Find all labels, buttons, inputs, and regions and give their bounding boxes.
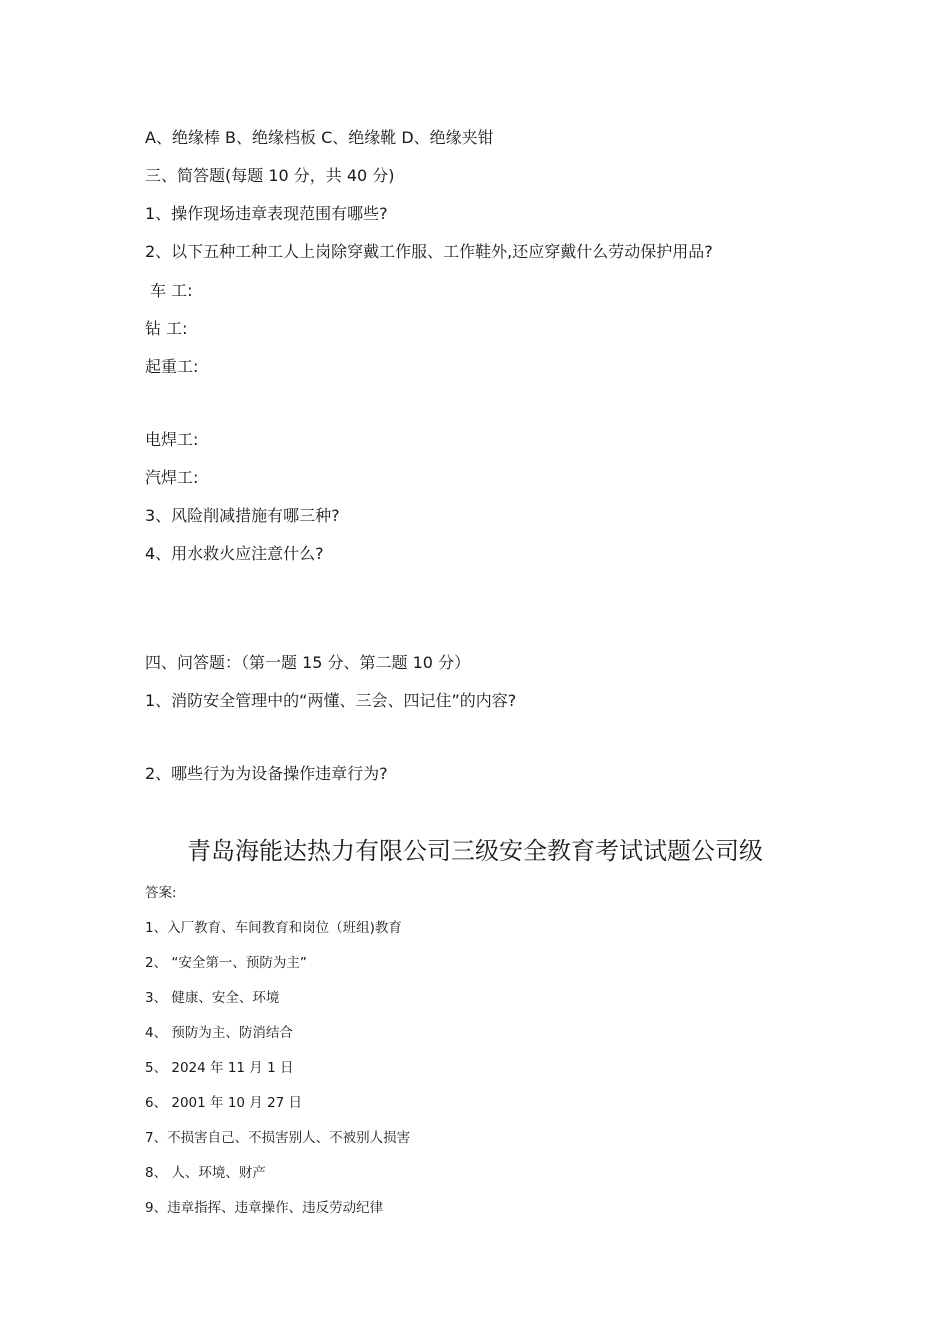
worker-drill: 钻 工: xyxy=(145,319,188,338)
answer-item: 7、不损害自己、不损害别人、不被别人损害 xyxy=(145,1130,411,1146)
question-3-2: 2、以下五种工种工人上岗除穿戴工作服、工作鞋外,还应穿戴什么劳动保护用品? xyxy=(145,242,713,261)
answer-item: 3、 健康、安全、环境 xyxy=(145,990,280,1006)
answer-item: 9、违章指挥、违章操作、违反劳动纪律 xyxy=(145,1200,384,1216)
answers-title: 青岛海能达热力有限公司三级安全教育考试试题公司级 xyxy=(187,837,763,865)
question-4-1: 1、消防安全管理中的“两懂、三会、四记住”的内容? xyxy=(145,691,517,710)
options-line: A、绝缘棒 B、绝缘档板 C、绝缘靴 D、绝缘夹钳 xyxy=(145,128,494,147)
section3-heading: 三、简答题(每题 10 分，共 40 分) xyxy=(145,166,395,185)
answer-item: 8、 人、环境、财产 xyxy=(145,1165,266,1181)
question-3-4: 4、用水救火应注意什么? xyxy=(145,544,324,563)
answer-item: 1、入厂教育、车间教育和岗位（班组)教育 xyxy=(145,920,402,936)
answer-item: 2、 “安全第一、预防为主” xyxy=(145,955,307,971)
answer-item: 6、 2001 年 10 月 27 日 xyxy=(145,1095,303,1111)
answers-label: 答案: xyxy=(145,885,177,901)
answer-item: 5、 2024 年 11 月 1 日 xyxy=(145,1060,294,1076)
section4-heading: 四、问答题：（第一题 15 分、第二题 10 分） xyxy=(145,653,471,672)
question-3-3: 3、风险削减措施有哪三种? xyxy=(145,506,340,525)
worker-lathe: 车 工: xyxy=(145,281,193,300)
answer-item: 4、 预防为主、防消结合 xyxy=(145,1025,293,1041)
worker-crane: 起重工: xyxy=(145,357,199,376)
worker-gas-weld: 汽焊工: xyxy=(145,468,199,487)
worker-electric-weld: 电焊工: xyxy=(145,430,199,449)
question-4-2: 2、哪些行为为设备操作违章行为? xyxy=(145,764,388,783)
question-3-1: 1、操作现场违章表现范围有哪些? xyxy=(145,204,388,223)
